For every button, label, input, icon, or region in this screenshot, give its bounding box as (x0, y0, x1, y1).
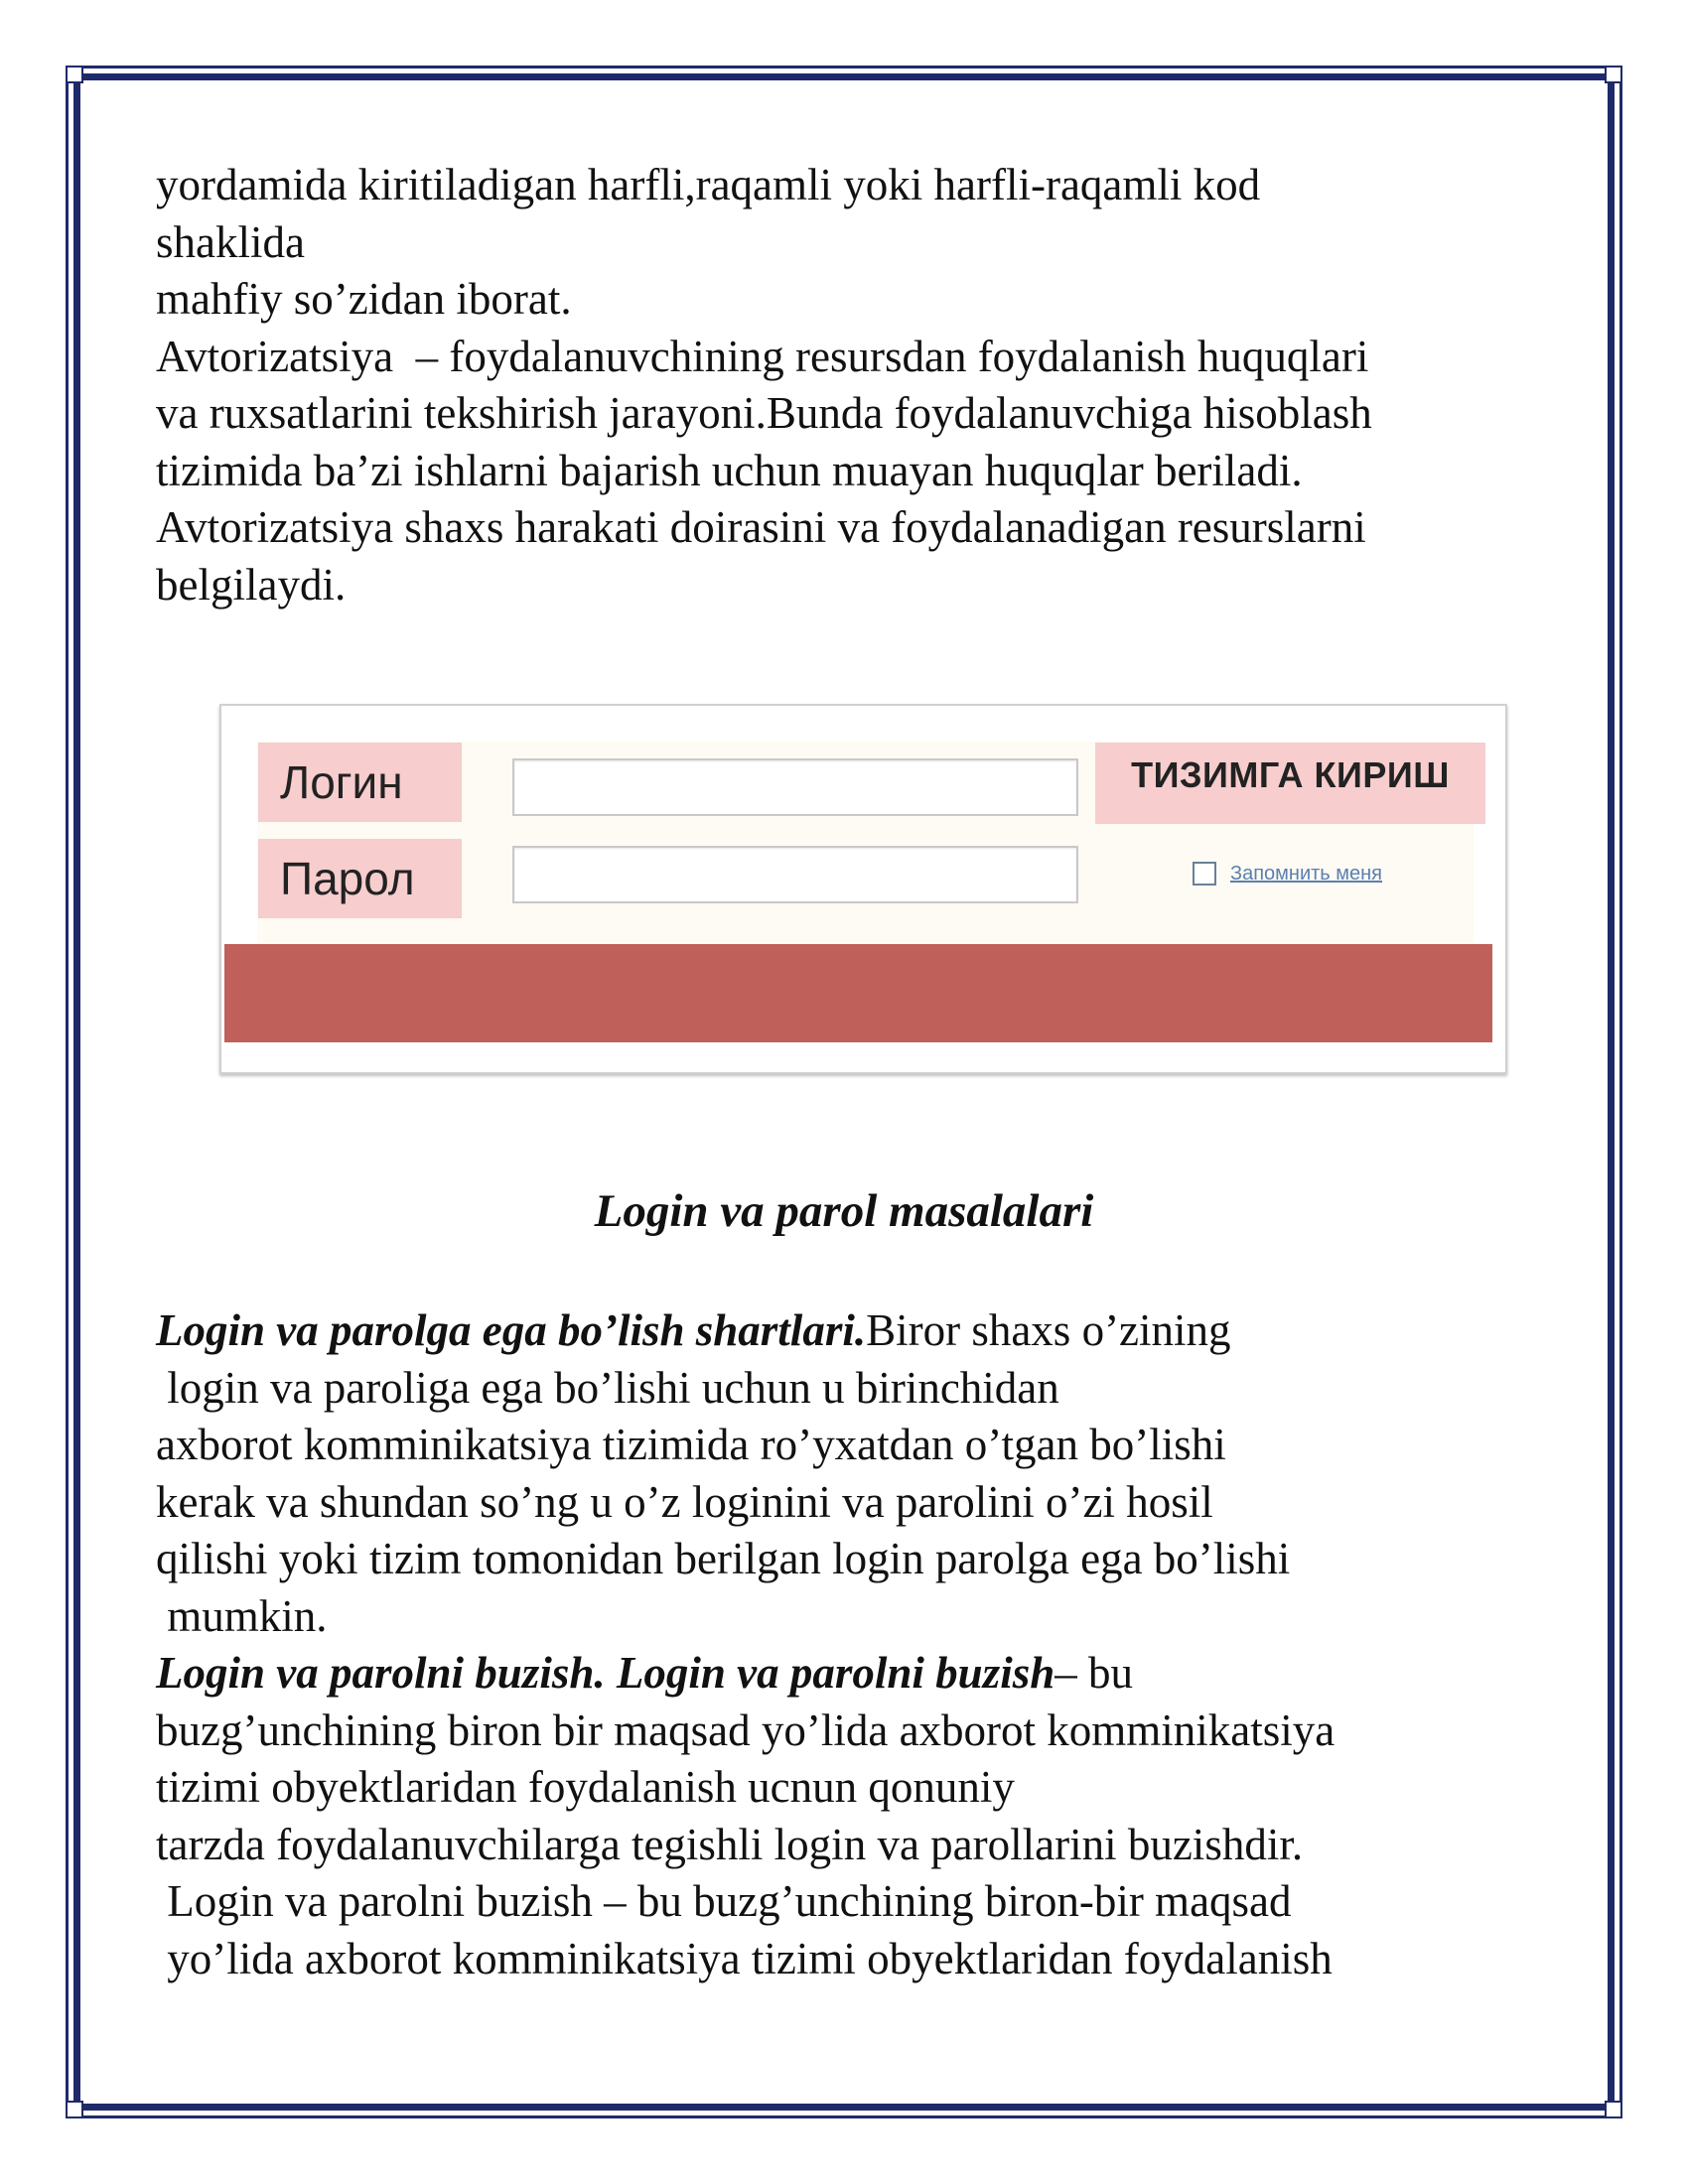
login-label: Логин (258, 743, 462, 822)
section1-heading: Login va parolga ega bo’lish shartlari. (156, 1305, 867, 1355)
text-line: login va paroliga ega bo’lishi uchun u birinchidan (156, 1362, 1059, 1413)
text-line: tizimida ba’zi ishlarni bajarish uchun muayan huquqlar beriladi. (156, 445, 1303, 495)
text-line: Avtorizatsiya – foydalanuvchining resursdan foydalanish huquqlari (156, 331, 1369, 381)
text-line: tarzda foydalanuvchilarga tegishli login va parollarini buzishdir. (156, 1819, 1304, 1869)
text-line: Avtorizatsiya shaxs harakati doirasini va foydalanadigan resurslarni (156, 502, 1366, 552)
intro-paragraph (156, 157, 1526, 614)
text-line: Login va parolni buzish – bu buzg’unchining biron-bir maqsad (156, 1876, 1292, 1926)
text-line: axborot komminikatsiya tizimida ro’yxatdan o’tgan bo’lishi (156, 1420, 1226, 1469)
text-line: belgilaydi. (156, 559, 347, 610)
section-title: Login va parol masalalari (594, 1185, 1094, 1237)
section1-first-line (156, 1302, 1526, 1360)
page-border-corner (1605, 66, 1622, 83)
text-line: shaklida (156, 216, 305, 267)
login-submit-button[interactable]: ТИЗИМГА КИРИШ (1095, 743, 1485, 824)
remember-me-link[interactable]: Запомнить меня (1230, 862, 1383, 885)
login-form-illustration (219, 704, 1507, 1074)
text-line: yordamida kiritiladigan harfli,raqamli yoki harfli-raqamli kod (156, 160, 1261, 209)
text-line: buzg’unchining biron bir maqsad yo’lida axborot komminikatsiya (156, 1705, 1336, 1755)
text-line: mahfiy so’zidan iborat. (156, 274, 572, 324)
text-line: kerak va shundan so’ng u o’z loginini va parolini o’zi hosil (156, 1476, 1213, 1527)
remember-me-checkbox[interactable] (1193, 862, 1216, 886)
remember-me[interactable] (1193, 859, 1382, 888)
section1-first-line-rest: Biror shaxs o’zining (866, 1305, 1231, 1355)
password-label: Парол (258, 839, 462, 918)
text-line: va ruxsatlarini tekshirish jarayoni.Bunda foydalanuvchiga hisoblash (156, 388, 1372, 438)
text-line: yo’lida axborot komminikatsiya tizimi obyektlaridan foydalanish (156, 1933, 1333, 1983)
section2-first-line-rest: – bu (1055, 1648, 1133, 1698)
login-input[interactable] (512, 758, 1078, 816)
page-border-corner (1605, 2101, 1622, 2118)
section2-first-line (156, 1645, 1526, 1703)
section2-heading: Login va parolni buzish. Login va parolni buzish (156, 1648, 1055, 1698)
text-line: qilishi yoki tizim tomonidan berilgan login parolga ega bo’lishi (156, 1534, 1291, 1583)
text-line: mumkin. (156, 1590, 328, 1641)
login-form-bar (224, 944, 1492, 1042)
page-border-corner (66, 66, 83, 83)
page-border-corner (66, 2101, 83, 2118)
body-text (156, 1302, 1526, 1987)
text-line: tizimi obyektlaridan foydalanish ucnun qonuniy (156, 1762, 1015, 1812)
password-input[interactable] (512, 846, 1078, 903)
